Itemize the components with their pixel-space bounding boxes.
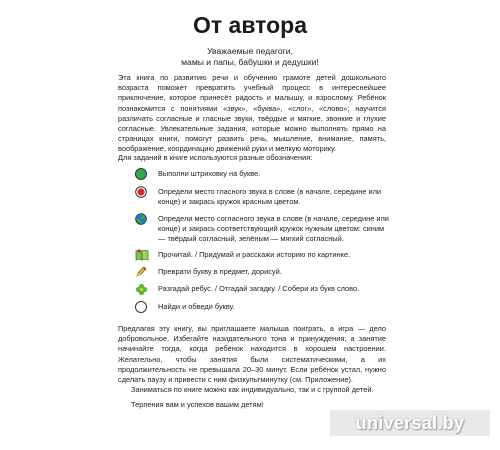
page-title: От автора — [192, 12, 308, 38]
legend-text: Выполни штриховку на букве. — [158, 169, 261, 178]
watermark-logo: universal.by — [330, 410, 490, 436]
greeting-line-1: Уважаемые педагоги, — [207, 46, 293, 56]
clover-icon — [135, 283, 147, 295]
outro-paragraph: Предлагая эту книгу, вы приглашаете малыша поиграть, а игра — дело добровольное. Избегайте назидательного тона и принуждения; а занятие начинайте тогда, когда ребёнок находится в хорошем настроении. Желательно, чтобы занятия были систематическими, а их продолжительность не превышала 20–30 минут. Если ребёнок устал, нужно сделать паузу и привести с ним физкультминутку (см. Приложение). — [118, 324, 386, 385]
legend-text: Прочитай. / Придумай и расскажи историю по картинке. — [158, 250, 351, 259]
closing-line: Терпения вам и успехов вашим детям! — [131, 400, 264, 409]
greeting-line-2: мамы и папы, бабушки и дедушки! — [181, 57, 319, 67]
red-dot-circle-icon — [135, 186, 147, 198]
legend-text: Определи место гласного звука в слове (в начале, середине или конце) и закрась кружок красным цветом. — [158, 187, 382, 207]
pencil-icon — [135, 266, 147, 278]
individual-note: Заниматься по книге можно как индивидуально, так и с группой детей. — [131, 385, 374, 394]
intro-paragraph: Эта книга по развитию речи и обучению грамоте детей дошкольного возраста поможет превратить учебный процесс в интереснейшее приключение, которое принесёт радость и малышу, и взрослому. Ребёнок познакомится с понятиями «звук», «буква», «слог», «слово»; научится различать согласные и гласные звуки, твёрдые и мягкие, звонкие и глухие согласные. Увлекательные задания, которые можно выполнять прямо на страницах книги, помогут развить речь, мышление, внимание, память, воображение, координацию движений руки и мелкую моторику. — [118, 73, 386, 154]
legend-intro: Для заданий в книге используются разные обозначения: — [118, 153, 313, 162]
blue-green-circle-icon — [135, 213, 147, 225]
greeting — [0, 46, 500, 68]
legend-text: Найди и обведи букву. — [158, 302, 235, 311]
legend-text: Преврати букву в предмет, дорисуй. — [158, 267, 282, 276]
legend-text: Определи место согласного звука в слове (в начале, середине или конце) и закрась соответствующий кружок нужным цветом: синим — твёрдый согласный, зелёным — мягкий согласный. — [158, 214, 389, 244]
legend-text: Разгадай ребус. / Отгадай загадку. / Собери из букв слово. — [158, 284, 360, 293]
green-circle-icon — [135, 168, 147, 180]
empty-circle-icon — [135, 301, 147, 313]
book-icon — [135, 249, 147, 261]
